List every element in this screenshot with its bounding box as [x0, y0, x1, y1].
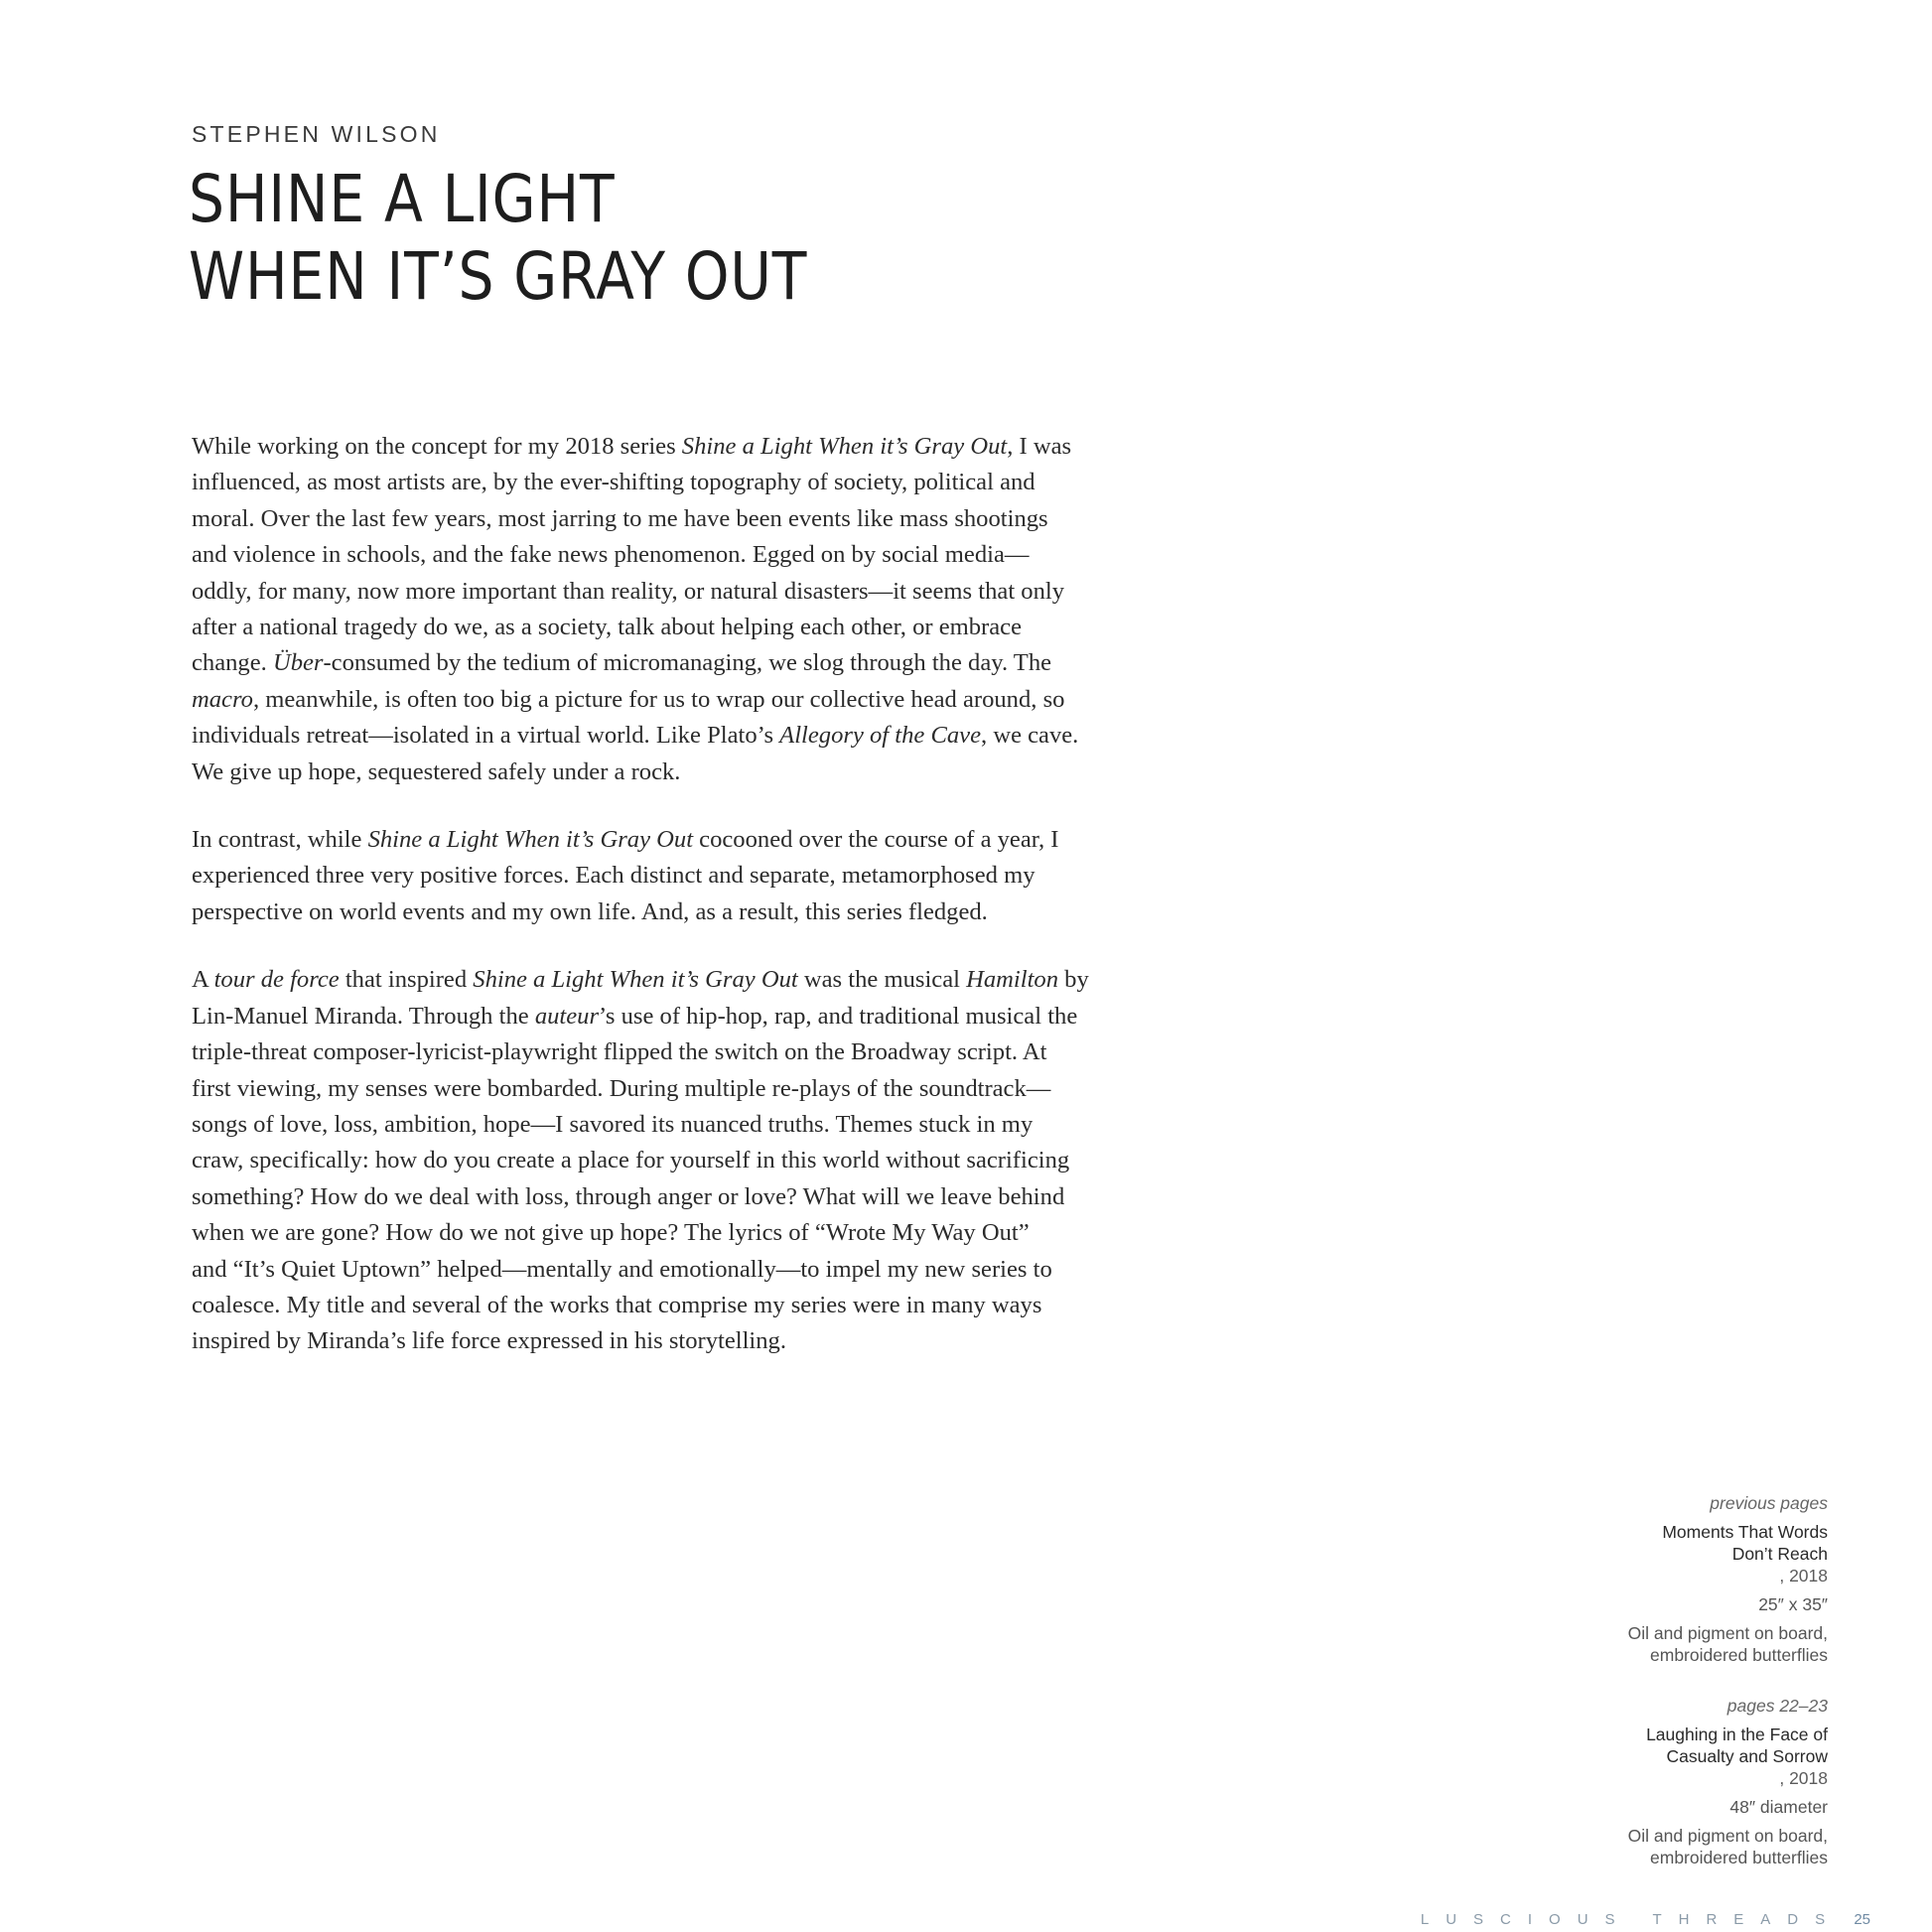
caption-year: , 2018: [1779, 1768, 1828, 1788]
text-run: , meanwhile, is often too big a picture for us to wrap our collective head around, so: [252, 685, 1065, 713]
body-line: something? How do we deal with loss, through anger or love? What will we leave behind: [192, 1182, 1065, 1210]
body-line: when we are gone? How do we not give up hope? The lyrics of “Wrote My Way Out”: [192, 1219, 1030, 1247]
running-title: LUSCIOUS THREADS: [1420, 1911, 1843, 1928]
text-run: ’s use of hip-hop, rap, and traditional musical the: [599, 1002, 1078, 1030]
body-line: songs of love, loss, ambition, hope—I savored its nuanced truths. Themes stuck in my: [192, 1110, 1034, 1138]
page-number: 25: [1854, 1911, 1870, 1928]
body-line: and “It’s Quiet Uptown” helped—mentally and emotionally—to impel my new series to: [192, 1255, 1052, 1283]
body-line: inspired by Miranda’s life force expressed in his storytelling.: [192, 1327, 786, 1355]
body-line: and violence in schools, and the fake news phenomenon. Egged on by social media—: [192, 541, 1030, 569]
caption-medium-line: Oil and pigment on board,: [1627, 1623, 1828, 1643]
caption-previous-pages: [1470, 1492, 1828, 1666]
caption-title-line: Laughing in the Face of: [1646, 1725, 1828, 1744]
text-run: cocooned over the course of a year, I: [693, 826, 1059, 854]
caption-title-text: Casualty and Sorrow: [1666, 1746, 1828, 1766]
body-line: experienced three very positive forces. Each distinct and separate, metamorphosed my: [192, 862, 1035, 890]
artwork-captions: [1470, 1492, 1828, 1897]
body-paragraph-2: [192, 822, 1115, 930]
body-line: perspective on world events and my own life. And, as a result, this series fledged.: [192, 897, 988, 925]
caption-page-reference: pages 22–23: [1726, 1696, 1828, 1716]
caption-pages-22-23: [1470, 1695, 1828, 1868]
essay-body: [192, 429, 1115, 1392]
caption-artwork-title: [1470, 1724, 1828, 1789]
italic-run: Über: [272, 649, 324, 677]
caption-title-line: [1470, 1745, 1828, 1789]
caption-title-text: Don’t Reach: [1731, 1544, 1828, 1564]
italic-run: Shine a Light When it’s Gray Out: [473, 966, 798, 994]
text-run: Lin-Manuel Miranda. Through the: [192, 1002, 535, 1030]
caption-year: , 2018: [1779, 1566, 1828, 1586]
text-run: that inspired: [339, 966, 474, 994]
italic-run: Hamilton: [966, 966, 1059, 994]
italic-run: tour de force: [213, 966, 340, 994]
caption-dimensions: 48″ diameter: [1729, 1797, 1828, 1817]
body-paragraph-1: [192, 429, 1115, 790]
caption-title-line: [1470, 1543, 1828, 1587]
essay-title-line-2: WHEN IT’S GRAY OUT: [189, 238, 808, 315]
text-run: , we cave.: [981, 722, 1079, 750]
body-line: oddly, for many, now more important than reality, or natural disasters—it seems that only: [192, 577, 1065, 605]
caption-medium: [1470, 1825, 1828, 1868]
caption-dimensions: 25″ x 35″: [1758, 1594, 1828, 1614]
text-run: by: [1058, 966, 1089, 994]
caption-medium: [1470, 1622, 1828, 1666]
text-run: While working on the concept for my 2018 series: [192, 433, 682, 460]
caption-medium-line: embroidered butterflies: [1650, 1645, 1828, 1665]
body-line: coalesce. My title and several of the works that comprise my series were in many ways: [192, 1291, 1042, 1318]
page-footer: [1421, 1911, 1870, 1928]
body-line: influenced, as most artists are, by the ever-shifting topography of society, political and: [192, 469, 1035, 496]
italic-run: Shine a Light When it’s Gray Out: [367, 826, 694, 854]
body-line: We give up hope, sequestered safely under a rock.: [192, 758, 681, 785]
body-paragraph-3: [192, 962, 1115, 1359]
body-line: craw, specifically: how do you create a place for yourself in this world without sacrificing: [192, 1147, 1070, 1174]
author-name: STEPHEN WILSON: [192, 121, 441, 147]
italic-run: Allegory of the Cave: [779, 722, 982, 750]
text-run: was the musical: [797, 966, 967, 994]
italic-run: auteur: [534, 1002, 600, 1030]
text-run: A: [192, 966, 214, 994]
body-line: moral. Over the last few years, most jarring to me have been events like mass shootings: [192, 504, 1048, 532]
italic-run: macro: [192, 685, 253, 713]
text-run: , I was: [1007, 433, 1072, 460]
text-run: individuals retreat—isolated in a virtual world. Like Plato’s: [192, 722, 780, 750]
caption-artwork-title: [1470, 1521, 1828, 1587]
italic-run: Shine a Light When it’s Gray Out: [681, 433, 1008, 460]
text-run: In contrast, while: [192, 826, 368, 854]
text-run: -consumed by the tedium of micromanaging, we slog through the day. The: [323, 649, 1052, 677]
body-line: after a national tragedy do we, as a society, talk about helping each other, or embrace: [192, 614, 1022, 641]
body-line: triple-threat composer-lyricist-playwright flipped the switch on the Broadway script. At: [192, 1038, 1047, 1066]
caption-medium-line: embroidered butterflies: [1650, 1848, 1828, 1867]
caption-title-line: Moments That Words: [1662, 1522, 1828, 1542]
text-run: change.: [192, 649, 273, 677]
caption-page-reference: previous pages: [1710, 1493, 1828, 1513]
body-line: first viewing, my senses were bombarded. During multiple re-plays of the soundtrack—: [192, 1074, 1051, 1102]
essay-title-line-1: SHINE A LIGHT: [189, 161, 616, 237]
essay-title: [189, 161, 807, 316]
caption-medium-line: Oil and pigment on board,: [1627, 1826, 1828, 1846]
